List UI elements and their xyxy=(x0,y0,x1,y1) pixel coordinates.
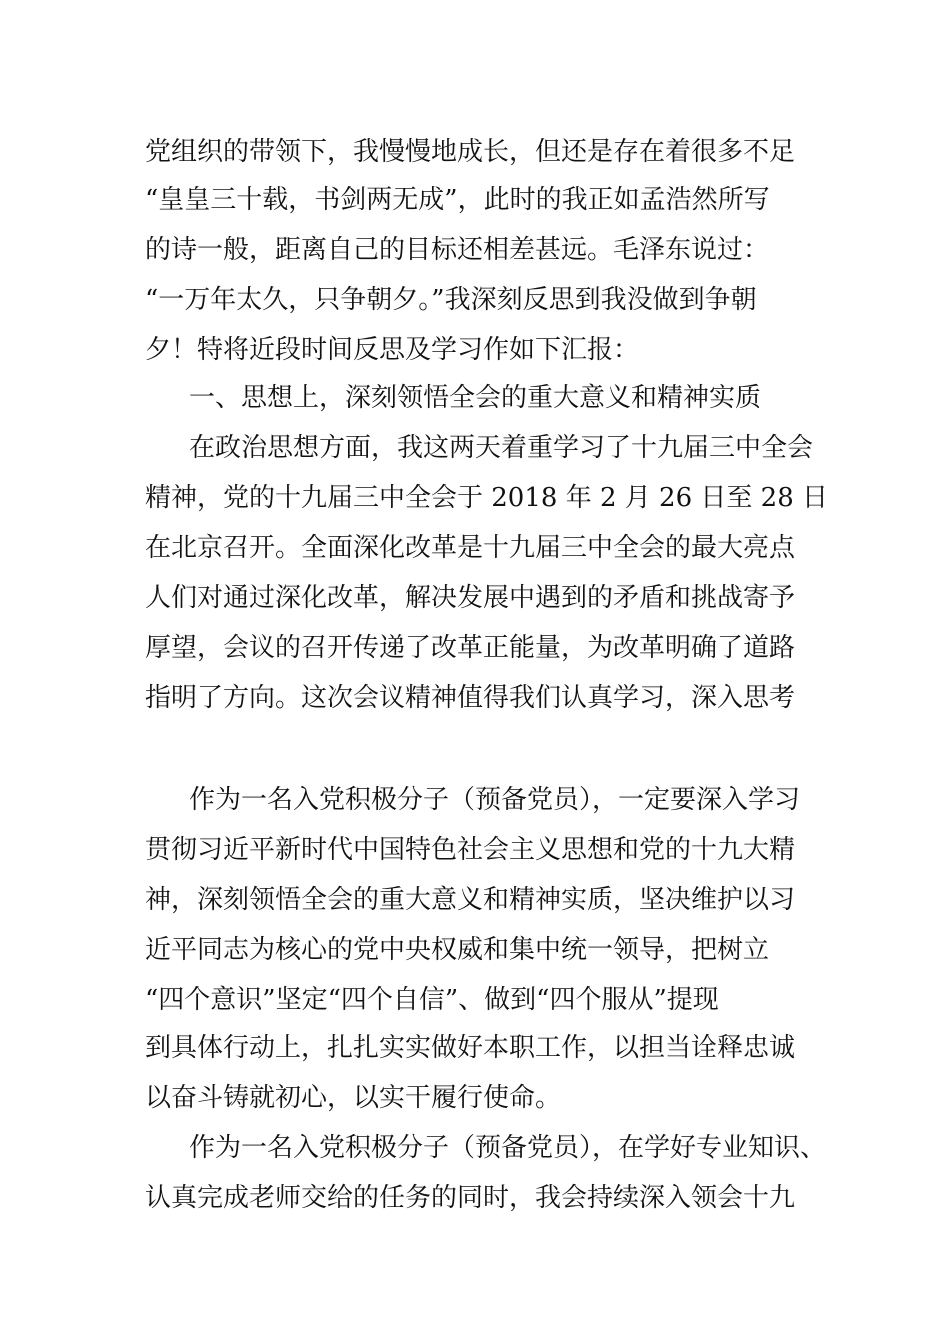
text-line: 到具体行动上，扎扎实实做好本职工作，以担当诠释忠诚 xyxy=(145,1033,796,1063)
text-line: 指明了方向。这次会议精神值得我们认真学习，深入思考 xyxy=(145,683,796,713)
text-line: 神，深刻领悟全会的重大意义和精神实质，坚决维护以习 xyxy=(145,885,796,915)
text-line: 以奋斗铸就初心，以实干履行使命。 xyxy=(145,1083,562,1113)
text-line: “皇皇三十载，书剑两无成”，此时的我正如孟浩然所写 xyxy=(145,185,770,215)
text-line: 在北京召开。全面深化改革是十九届三中全会的最大亮点 xyxy=(145,533,796,563)
text-line: “一万年太久，只争朝夕。”我深刻反思到我没做到争朝 xyxy=(145,285,757,315)
text-line: 近平同志为核心的党中央权威和集中统一领导，把树立 xyxy=(145,935,770,965)
text-line: 厚望，会议的召开传递了改革正能量，为改革明确了道路 xyxy=(145,633,796,663)
text-line: 精神，党的十九届三中全会于 2018 年 2 月 26 日至 28 日 xyxy=(145,483,828,513)
text-line: 贯彻习近平新时代中国特色社会主义思想和党的十九大精 xyxy=(145,835,796,865)
text-line: 党组织的带领下，我慢慢地成长，但还是存在着很多不足 xyxy=(145,137,796,167)
text-line: 的诗一般，距离自己的目标还相差甚远。毛泽东说过： xyxy=(145,235,770,265)
text-line: 认真完成老师交给的任务的同时，我会持续深入领会十九 xyxy=(145,1183,796,1213)
paragraph-start: 作为一名入党积极分子（预备党员），一定要深入学习 xyxy=(189,785,801,815)
section-heading: 一、思想上，深刻领悟全会的重大意义和精神实质 xyxy=(189,383,762,413)
text-line: “四个意识”坚定“四个自信”、做到“四个服从”提现 xyxy=(145,985,719,1015)
paragraph-start: 作为一名入党积极分子（预备党员），在学好专业知识、 xyxy=(189,1133,827,1163)
text-line: 人们对通过深化改革，解决发展中遇到的矛盾和挑战寄予 xyxy=(145,583,796,613)
paragraph-start: 在政治思想方面，我这两天着重学习了十九届三中全会 xyxy=(189,433,814,463)
text-line: 夕！特将近段时间反思及学习作如下汇报： xyxy=(145,335,640,365)
